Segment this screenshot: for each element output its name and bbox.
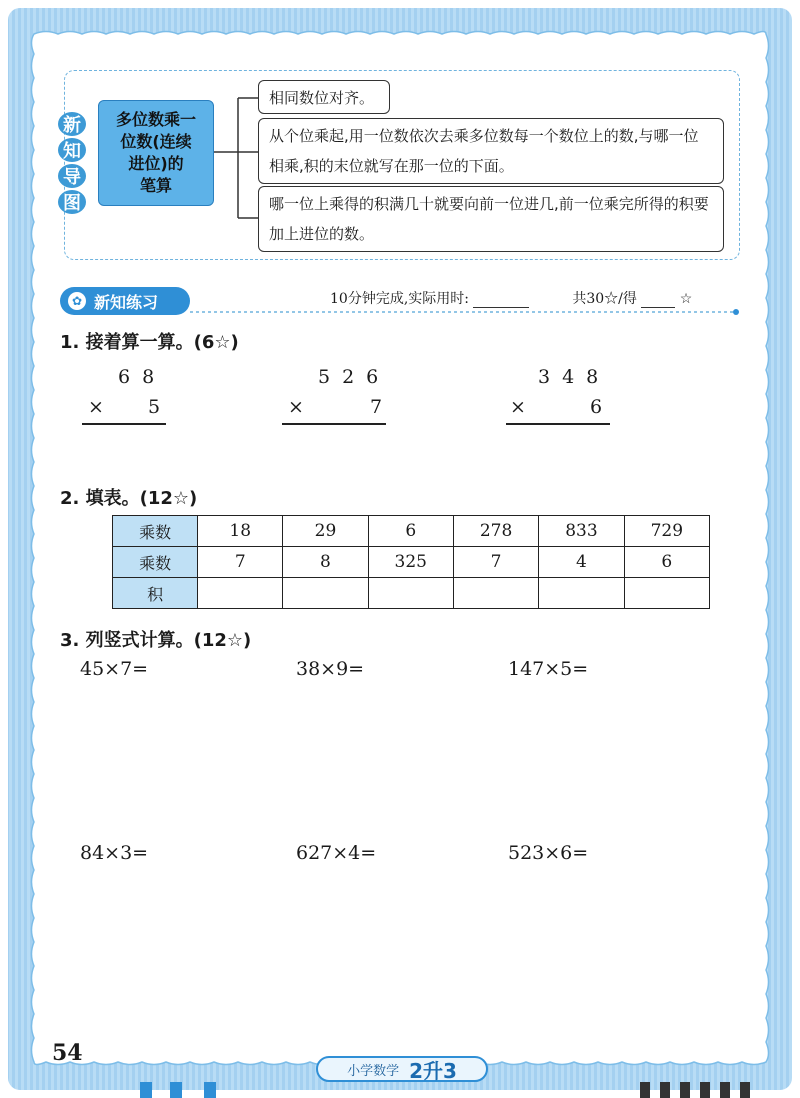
q1-p1-line [82,423,166,425]
q1-title: 1. 接着算一算。(6☆) [60,332,239,353]
row-header: 乘数 [113,516,198,547]
header-rule [0,0,800,330]
table-cell: 325 [368,547,453,578]
table-cell: 6 [624,547,709,578]
answer-cell[interactable] [624,578,709,609]
q1-p2-line [282,423,386,425]
table-cell: 833 [539,516,624,547]
table-cell: 729 [624,516,709,547]
row-header: 乘数 [113,547,198,578]
q3-problem-6: 523×6= [508,842,589,864]
table-row [113,547,710,578]
timer-text: 10分钟完成,实际用时: [330,291,469,307]
q3-problem-2: 38×9= [296,658,365,680]
title-char: 导 [58,164,86,188]
q3-title: 3. 列竖式计算。(12☆) [60,630,252,651]
answer-cell[interactable] [539,578,624,609]
q3-problem-4: 84×3= [80,842,149,864]
table-cell: 278 [453,516,538,547]
title-char: 知 [58,138,86,162]
footer-bars [0,1080,800,1098]
table-cell: 6 [368,516,453,547]
answer-cell[interactable] [283,578,368,609]
mind-map-branch-3: 哪一位上乘得的积满几十就要向前一位进几,前一位乘完所得的积要加上进位的数。 [258,186,724,252]
title-char: 图 [58,190,86,214]
answer-cell[interactable] [453,578,538,609]
table-cell: 7 [198,547,283,578]
footer-subject: 小学数学 [347,1063,400,1079]
footer-badge [316,1056,488,1082]
star-icon: ☆ [679,291,693,307]
page-number: 54 [52,1040,83,1066]
topic-line: 进位)的 [128,154,184,173]
mind-map-branch-1: 相同数位对齐。 [258,80,390,114]
q1-p3-answer[interactable] [506,426,610,466]
table-cell: 7 [453,547,538,578]
q1-p3-top: 348 [538,366,611,388]
fill-table [112,515,710,609]
q3-problem-5: 627×4= [296,842,377,864]
q1-p1-bottom: 5 [148,396,173,418]
topic-line: 笔算 [139,176,172,195]
table-cell: 8 [283,547,368,578]
q1-p1-answer[interactable] [82,426,166,466]
table-cell: 4 [539,547,624,578]
q1-p2-op: × [288,396,316,418]
table-cell: 18 [198,516,283,547]
title-char: 新 [58,112,86,136]
medal-icon: ✿ [68,292,86,310]
topic-line: 多位数乘一 [115,110,196,129]
topic-line: 位数(连续 [120,132,192,151]
q3-work-area-1[interactable] [76,690,716,830]
answer-cell[interactable] [198,578,283,609]
q1-p1-top: 68 [118,366,167,388]
q1-p2-top: 526 [318,366,391,388]
q1-p2-bottom: 7 [370,396,395,418]
q1-p3-op: × [510,396,538,418]
row-header: 积 [113,578,198,609]
q3-work-area-2[interactable] [76,874,716,1024]
table-row [113,578,710,609]
table-cell: 29 [283,516,368,547]
footer-grade: 2升3 [409,1058,457,1083]
score-text: 共30☆/得 [572,291,637,307]
table-row [113,516,710,547]
q1-p3-bottom: 6 [590,396,615,418]
mind-map-branch-2: 从个位乘起,用一位数依次去乘多位数每一个数位上的数,与哪一位相乘,积的末位就写在那一位的下面。 [258,118,724,184]
practice-title: 新知练习 [94,292,159,312]
answer-cell[interactable] [368,578,453,609]
q3-problem-3: 147×5= [508,658,589,680]
q2-title: 2. 填表。(12☆) [60,488,198,509]
q1-p3-line [506,423,610,425]
q3-problem-1: 45×7= [80,658,149,680]
q1-p1-op: × [88,396,116,418]
q1-p2-answer[interactable] [282,426,386,466]
